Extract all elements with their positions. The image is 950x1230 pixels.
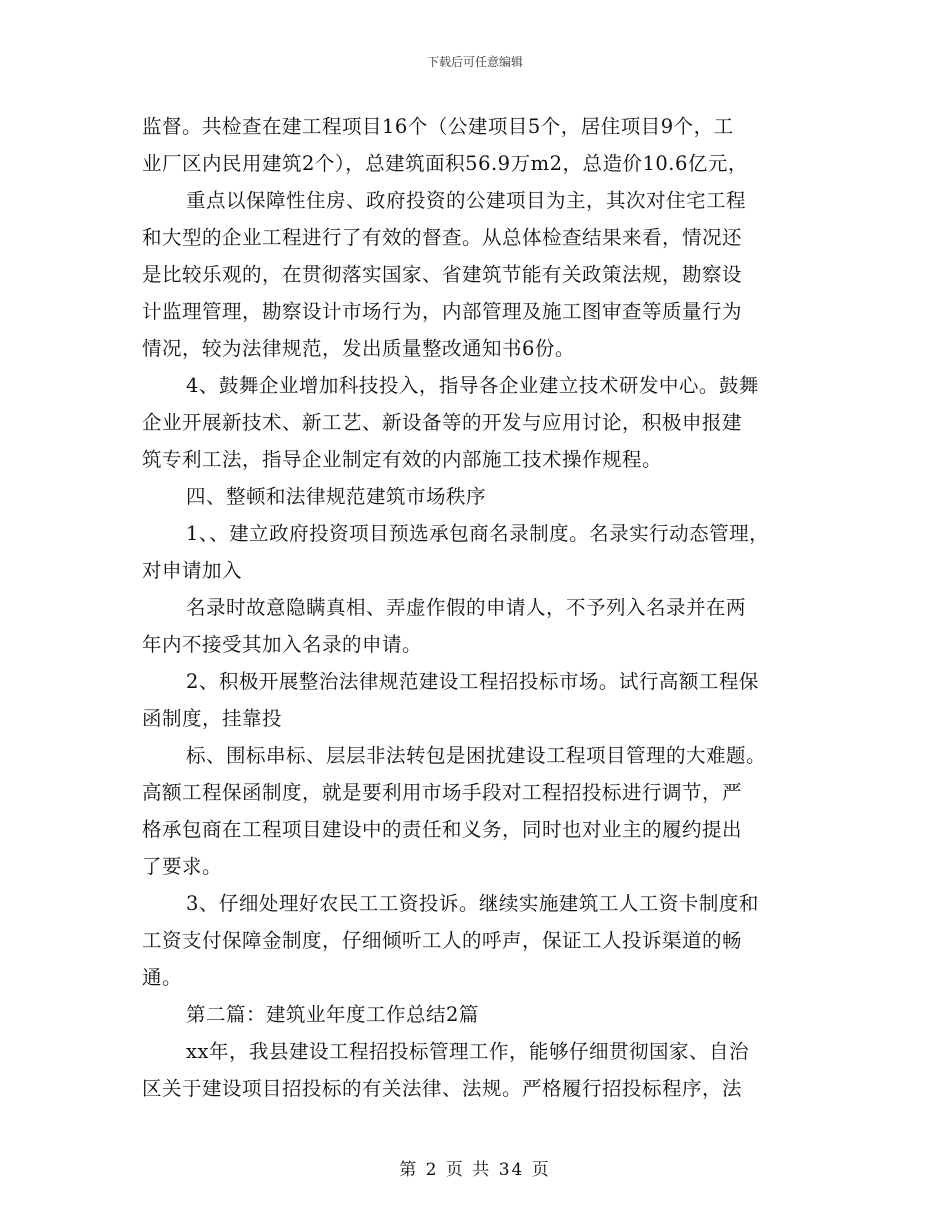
text-line: 企业开展新技术、新工艺、新设备等的开发与应用讨论，积极申报建 bbox=[142, 411, 743, 434]
text-line: 高额工程保函制度，就是要利用市场手段对工程招投标进行调节，严 bbox=[142, 781, 743, 804]
text-line: 通。 bbox=[142, 966, 183, 989]
text-line: 第二篇：建筑业年度工作总结2篇 bbox=[186, 1003, 479, 1026]
text-line: 格承包商在工程项目建设中的责任和义务，同时也对业主的履约提出 bbox=[142, 818, 743, 841]
text-line: 监督。共检查在建工程项目16个（公建项目5个，居住项目9个，工 bbox=[142, 115, 734, 138]
text-line: 名录时故意隐瞒真相、弄虚作假的申请人，不予列入名录并在两 bbox=[186, 596, 747, 619]
text-line: 和大型的企业工程进行了有效的督查。从总体检查结果来看，情况还 bbox=[142, 226, 743, 249]
text-line: 函制度，挂靠投 bbox=[142, 707, 283, 730]
document-body bbox=[142, 108, 818, 1107]
text-line: 工资支付保障金制度，仔细倾听工人的呼声，保证工人投诉渠道的畅 bbox=[142, 929, 743, 952]
text-line: 情况，较为法律规范，发出质量整改通知书6份。 bbox=[142, 337, 575, 360]
text-line: 了要求。 bbox=[142, 855, 223, 878]
page-header: 下载后可任意编辑 bbox=[426, 55, 523, 69]
text-line: 是比较乐观的，在贯彻落实国家、省建筑节能有关政策法规，勘察设 bbox=[142, 263, 743, 286]
text-line: 2、积极开展整治法律规范建设工程招投标市场。试行高额工程保 bbox=[186, 670, 759, 693]
text-line: 业厂区内民用建筑2个），总建筑面积56.9万m2，总造价10.6亿元， bbox=[142, 152, 748, 175]
text-line: 1、、建立政府投资项目预选承包商名录制度。名录实行动态管理， bbox=[186, 522, 770, 545]
text-line: xx年，我县建设工程招投标管理工作，能够仔细贯彻国家、自治 bbox=[186, 1040, 749, 1063]
text-line: 年内不接受其加入名录的申请。 bbox=[142, 633, 423, 656]
text-line: 对申请加入 bbox=[142, 559, 243, 582]
text-line: 重点以保障性住房、政府投资的公建项目为主，其次对住宅工程 bbox=[186, 189, 747, 212]
page-footer: 第 2 页 共 34 页 bbox=[399, 1160, 551, 1180]
text-line: 四、整顿和法律规范建筑市场秩序 bbox=[186, 485, 487, 508]
text-line: 4、鼓舞企业增加科技投入，指导各企业建立技术研发中心。鼓舞 bbox=[186, 374, 759, 397]
text-line: 3、仔细处理好农民工工资投诉。继续实施建筑工人工资卡制度和 bbox=[186, 892, 759, 915]
text-line: 标、围标串标、层层非法转包是困扰建设工程项目管理的大难题。 bbox=[186, 744, 767, 767]
text-line: 区关于建设项目招投标的有关法律、法规。严格履行招投标程序，法 bbox=[142, 1077, 743, 1100]
text-line: 计监理管理，勘察设计市场行为，内部管理及施工图审查等质量行为 bbox=[142, 300, 743, 323]
text-line: 筑专利工法，指导企业制定有效的内部施工技术操作规程。 bbox=[142, 448, 663, 471]
